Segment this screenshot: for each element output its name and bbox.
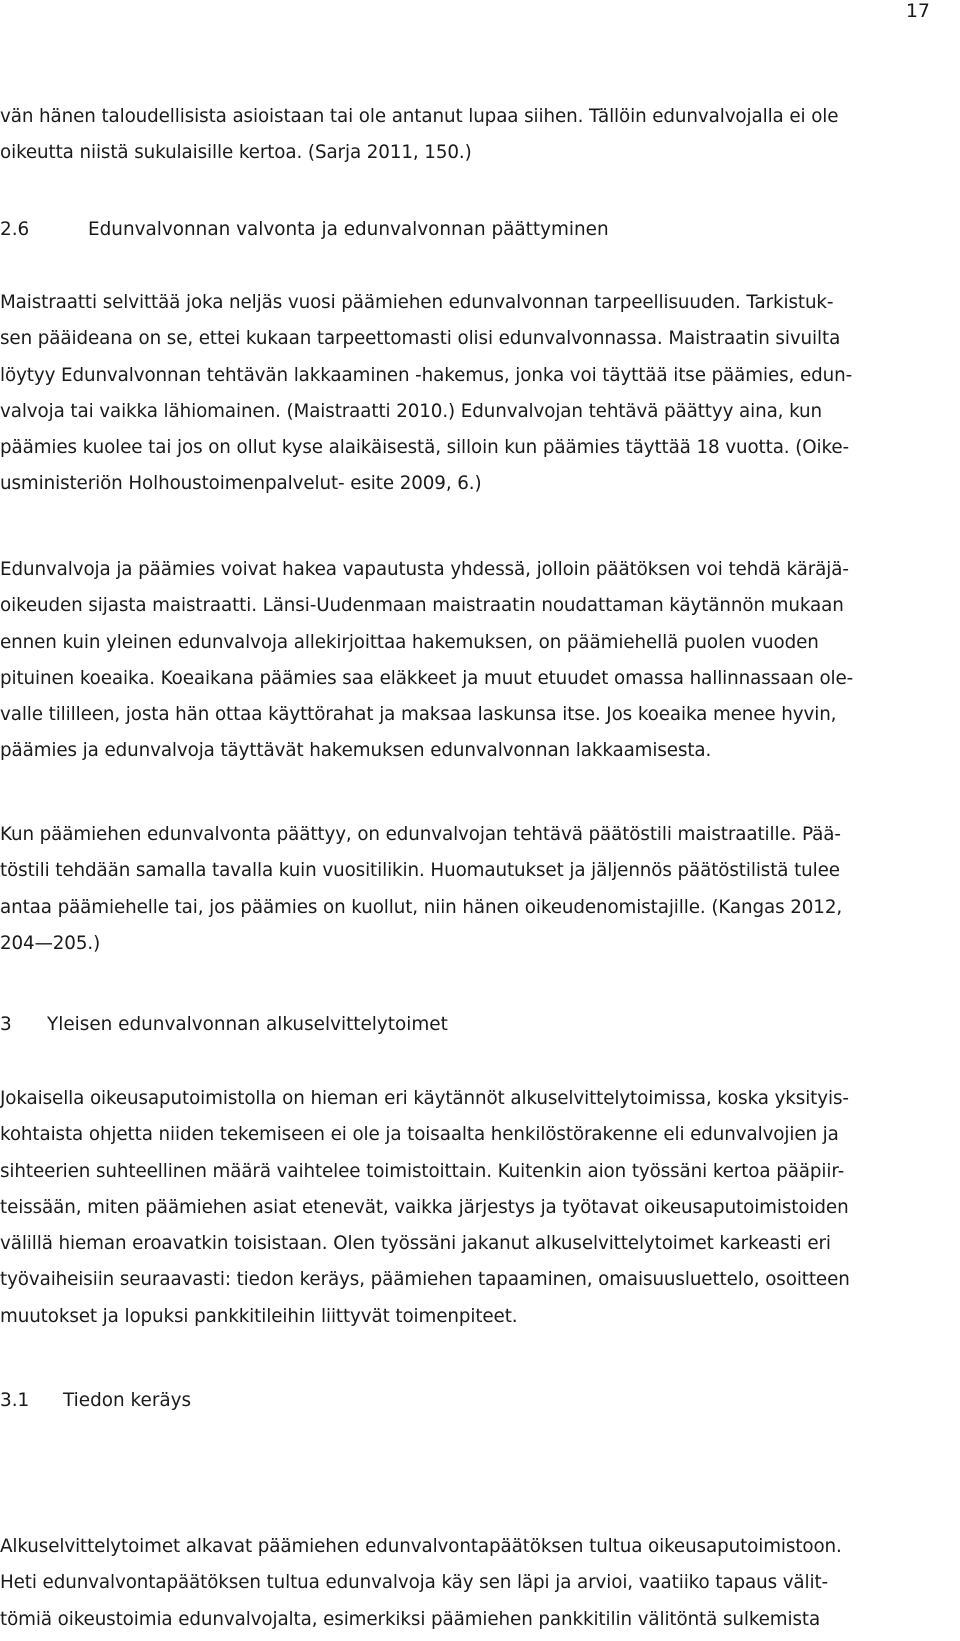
text-line: välillä hieman eroavatkin toisistaan. Olen työssäni jakanut alkuselvittelytoimet karkeasti eri bbox=[0, 1233, 831, 1255]
paragraph bbox=[0, 1529, 960, 1638]
text-line: valle tililleen, josta hän ottaa käyttörahat ja maksaa laskunsa itse. Jos koeaika menee hyvin, bbox=[0, 704, 837, 726]
paragraph bbox=[0, 817, 960, 962]
text-line: Maistraatti selvittää joka neljäs vuosi päämiehen edunvalvonnan tarpeellisuuden. Tarkistuk- bbox=[0, 292, 834, 313]
text-line: muutokset ja lopuksi pankkitileihin liittyvät toimenpiteet. bbox=[0, 1305, 518, 1327]
section-title: Tiedon keräys bbox=[63, 1390, 192, 1411]
paragraph bbox=[0, 552, 960, 770]
text-line: ennen kuin yleinen edunvalvoja allekirjoittaa hakemuksen, on päämiehellä puolen vuoden bbox=[0, 631, 819, 653]
paragraph bbox=[0, 1081, 960, 1335]
text-line: vän hänen taloudellisista asioistaan tai ole antanut lupaa siihen. Tällöin edunvalvojalla ei ole bbox=[0, 106, 839, 127]
text-line: löytyy Edunvalvonnan tehtävän lakkaaminen -hakemus, jonka voi täyttää itse päämies, edun- bbox=[0, 364, 853, 386]
text-line: 204—205.) bbox=[0, 932, 101, 954]
paragraph bbox=[0, 285, 960, 503]
text-line: Kun päämiehen edunvalvonta päättyy, on edunvalvojan tehtävä päätöstili maistraatille. Pää- bbox=[0, 824, 841, 845]
text-line: Heti edunvalvontapäätöksen tultua edunvalvoja käy sen läpi ja arvioi, vaatiiko tapaus välit- bbox=[0, 1572, 829, 1594]
text-line: päämies kuolee tai jos on ollut kyse alaikäisestä, silloin kun päämies täyttää 18 vuotta. (Oike- bbox=[0, 437, 850, 459]
section-number: 3.1 bbox=[0, 1390, 30, 1411]
text-line: pituinen koeaika. Koeaikana päämies saa eläkkeet ja muut etuudet omassa hallinnassaan ole- bbox=[0, 667, 854, 689]
section-number: 3 bbox=[0, 1014, 12, 1035]
text-line: antaa päämiehelle tai, jos päämies on kuollut, niin hänen oikeudenomistajille. (Kangas 2012, bbox=[0, 896, 843, 918]
text-line: kohtaista ohjetta niiden tekemiseen ei ole ja toisaalta henkilöstörakenne eli edunvalvojien ja bbox=[0, 1124, 839, 1146]
text-line: tömiä oikeustoimia edunvalvojalta, esimerkiksi päämiehen pankkitilin välitöntä sulkemista bbox=[0, 1608, 821, 1630]
text-line: Jokaisella oikeusaputoimistolla on hieman eri käytännöt alkuselvittelytoimissa, koska yksityis- bbox=[0, 1088, 849, 1109]
text-line: Edunvalvoja ja päämies voivat hakea vapautusta yhdessä, jolloin päätöksen voi tehdä käräjä- bbox=[0, 559, 849, 580]
section-heading bbox=[0, 212, 609, 248]
text-line: sihteerien suhteellinen määrä vaihtelee toimistoittain. Kuitenkin aion työssäni kertoa pääpiir- bbox=[0, 1160, 845, 1182]
text-line: valvoja tai vaikka lähiomainen. (Maistraatti 2010.) Edunvalvojan tehtävä päättyy aina, kun bbox=[0, 400, 822, 422]
text-line: sen pääideana on se, ettei kukaan tarpeettomasti olisi edunvalvonnassa. Maistraatin sivuilta bbox=[0, 328, 841, 350]
section-title: Edunvalvonnan valvonta ja edunvalvonnan päättyminen bbox=[88, 219, 609, 240]
text-line: oikeutta niistä sukulaisille kertoa. (Sarja 2011, 150.) bbox=[0, 142, 472, 164]
section-heading bbox=[0, 1383, 191, 1419]
text-line: työvaiheisiin seuraavasti: tiedon keräys, päämiehen tapaaminen, omaisuusluettelo, osoitteen bbox=[0, 1269, 850, 1291]
section-heading bbox=[0, 1007, 448, 1043]
text-line: teissään, miten päämiehen asiat etenevät, vaikka järjestys ja työtavat oikeusaputoimistoiden bbox=[0, 1196, 849, 1218]
text-line: oikeuden sijasta maistraatti. Länsi-Uudenmaan maistraatin noudattaman käytännön mukaan bbox=[0, 595, 844, 617]
section-title: Yleisen edunvalvonnan alkuselvittelytoimet bbox=[47, 1014, 448, 1035]
paragraph bbox=[0, 99, 960, 172]
section-number: 2.6 bbox=[0, 219, 30, 240]
text-line: usministeriön Holhoustoimenpalvelut- esite 2009, 6.) bbox=[0, 473, 482, 495]
text-line: Alkuselvittelytoimet alkavat päämiehen edunvalvontapäätöksen tultua oikeusaputoimistoon. bbox=[0, 1536, 842, 1557]
text-line: päämies ja edunvalvoja täyttävät hakemuksen edunvalvonnan lakkaamisesta. bbox=[0, 740, 712, 762]
text-line: töstili tehdään samalla tavalla kuin vuositilikin. Huomautukset ja jäljennös päätöstilistä tulee bbox=[0, 860, 840, 882]
page-number: 17 bbox=[905, 0, 930, 22]
